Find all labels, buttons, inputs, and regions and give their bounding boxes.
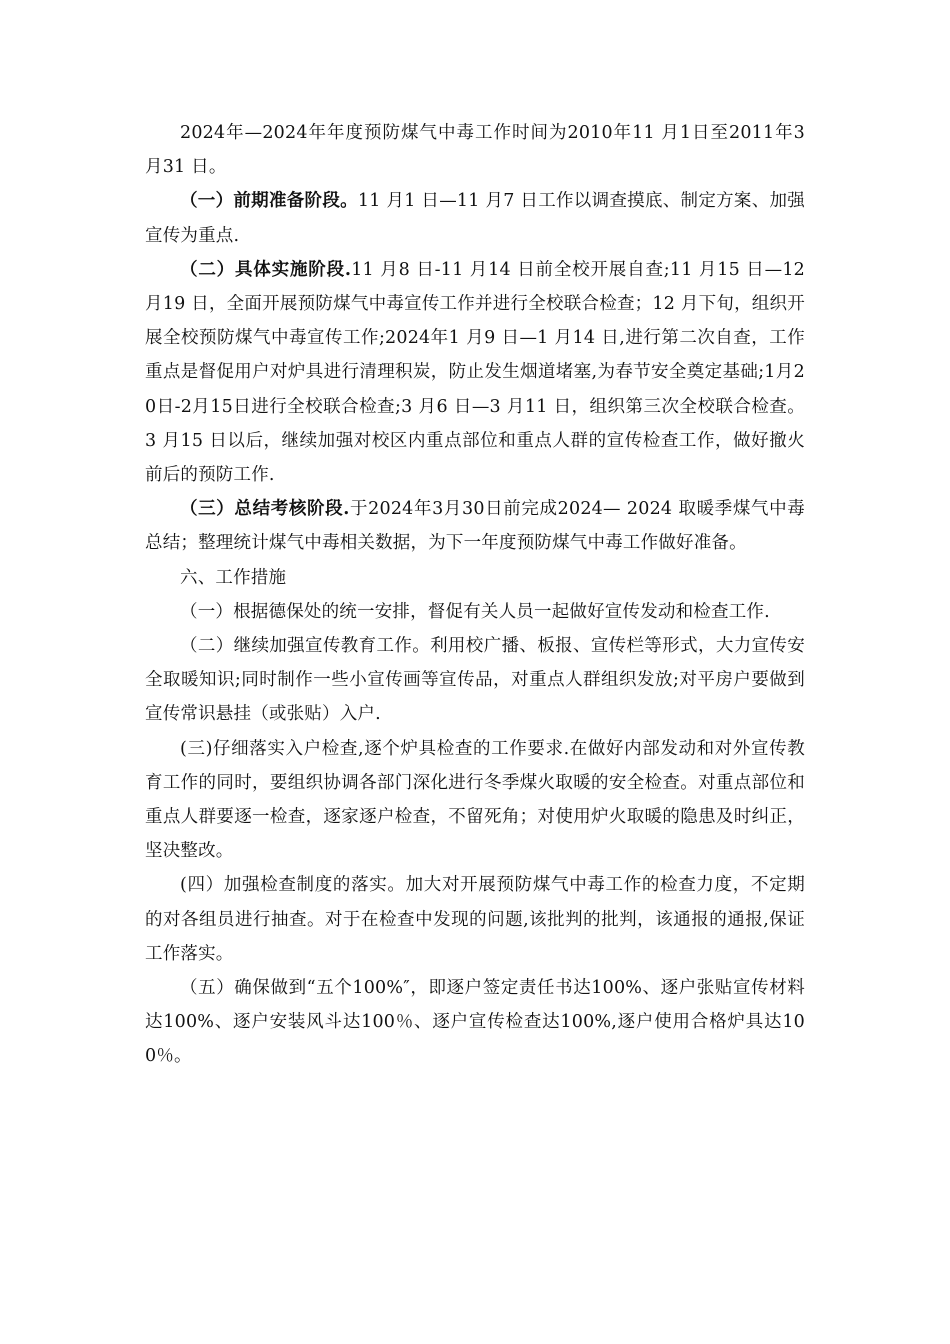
paragraph-measure-2 bbox=[145, 629, 805, 732]
paragraph-text: （五）确保做到“五个100%″，即逐户签定责任书达100%、逐户张贴宣传材料达100%、逐户安装风斗达100％、逐户宣传检查达100%,逐户使用合格炉具达100％。 bbox=[145, 978, 805, 1067]
paragraph-phase-3 bbox=[145, 492, 805, 560]
document-page bbox=[145, 116, 805, 1074]
paragraph-text: (四）加强检查制度的落实。加大对开展预防煤气中毒工作的检查力度，不定期的对各组员进行抽查。对于在检查中发现的问题,该批判的批判，该通报的通报,保证工作落实。 bbox=[145, 875, 805, 964]
paragraph-intro bbox=[145, 116, 805, 184]
paragraph-text: 六、工作措施 bbox=[180, 567, 287, 588]
paragraph-text: 于2024年3月30日前完成2024— 2024 取暖季煤气中毒总结；整理统计煤气中毒相关数据，为下一年度预防煤气中毒工作做好准备。 bbox=[145, 499, 805, 554]
paragraph-measure-3 bbox=[145, 732, 805, 869]
paragraph-measure-5 bbox=[145, 971, 805, 1074]
paragraph-text: 11 月1 日—11 月7 日工作以调查摸底、制定方案、加强宣传为重点. bbox=[145, 191, 805, 246]
paragraph-lead: （三）总结考核阶段. bbox=[180, 499, 350, 520]
paragraph-text: 11 月8 日-11 月14 日前全校开展自查;11 月15 日—12 月19 日，全面开展预防煤气中毒宣传工作并进行全校联合检查；12 月下旬，组织开展全校预防煤气中毒宣传工作;2024年1 月9 日—1 月14 日,进行第二次自查，工作重点是督促用户对炉具进行清理积炭，防止发生烟道堵塞,为春节安全奠定基础;1月20日-2月15日进行全校联合检查;3 月6 日—3 月11 日，组织第三次全校联合检查。 3 月15 日以后，继续加强对校区内重点部位和重点人群的宣传检查工作，做好撤火前后的预防工作. bbox=[145, 259, 805, 486]
paragraph-phase-1 bbox=[145, 184, 805, 252]
section-heading bbox=[145, 561, 805, 595]
paragraph-text: (三)仔细落实入户检查,逐个炉具检查的工作要求.在做好内部发动和对外宣传教育工作的同时，要组织协调各部门深化进行冬季煤火取暖的安全检查。对重点部位和重点人群要逐一检查，逐家逐户检查，不留死角；对使用炉火取暖的隐患及时纠正，坚决整改。 bbox=[145, 738, 805, 862]
paragraph-text: （二）继续加强宣传教育工作。利用校广播、板报、宣传栏等形式，大力宣传安全取暖知识;同时制作一些小宣传画等宣传品，对重点人群组织发放;对平房户要做到宣传常识悬挂（或张贴）入户. bbox=[145, 636, 805, 725]
paragraph-text: 2024年—2024年年度预防煤气中毒工作时间为2010年11 月1日至2011年3 月31 日。 bbox=[145, 123, 805, 178]
paragraph-lead: （二）具体实施阶段. bbox=[180, 259, 352, 280]
paragraph-text: （一）根据德保处的统一安排，督促有关人员一起做好宣传发动和检查工作. bbox=[180, 601, 770, 622]
paragraph-measure-4 bbox=[145, 868, 805, 971]
paragraph-lead: （一）前期准备阶段。 bbox=[180, 191, 358, 212]
paragraph-phase-2 bbox=[145, 253, 805, 492]
paragraph-measure-1 bbox=[145, 595, 805, 629]
